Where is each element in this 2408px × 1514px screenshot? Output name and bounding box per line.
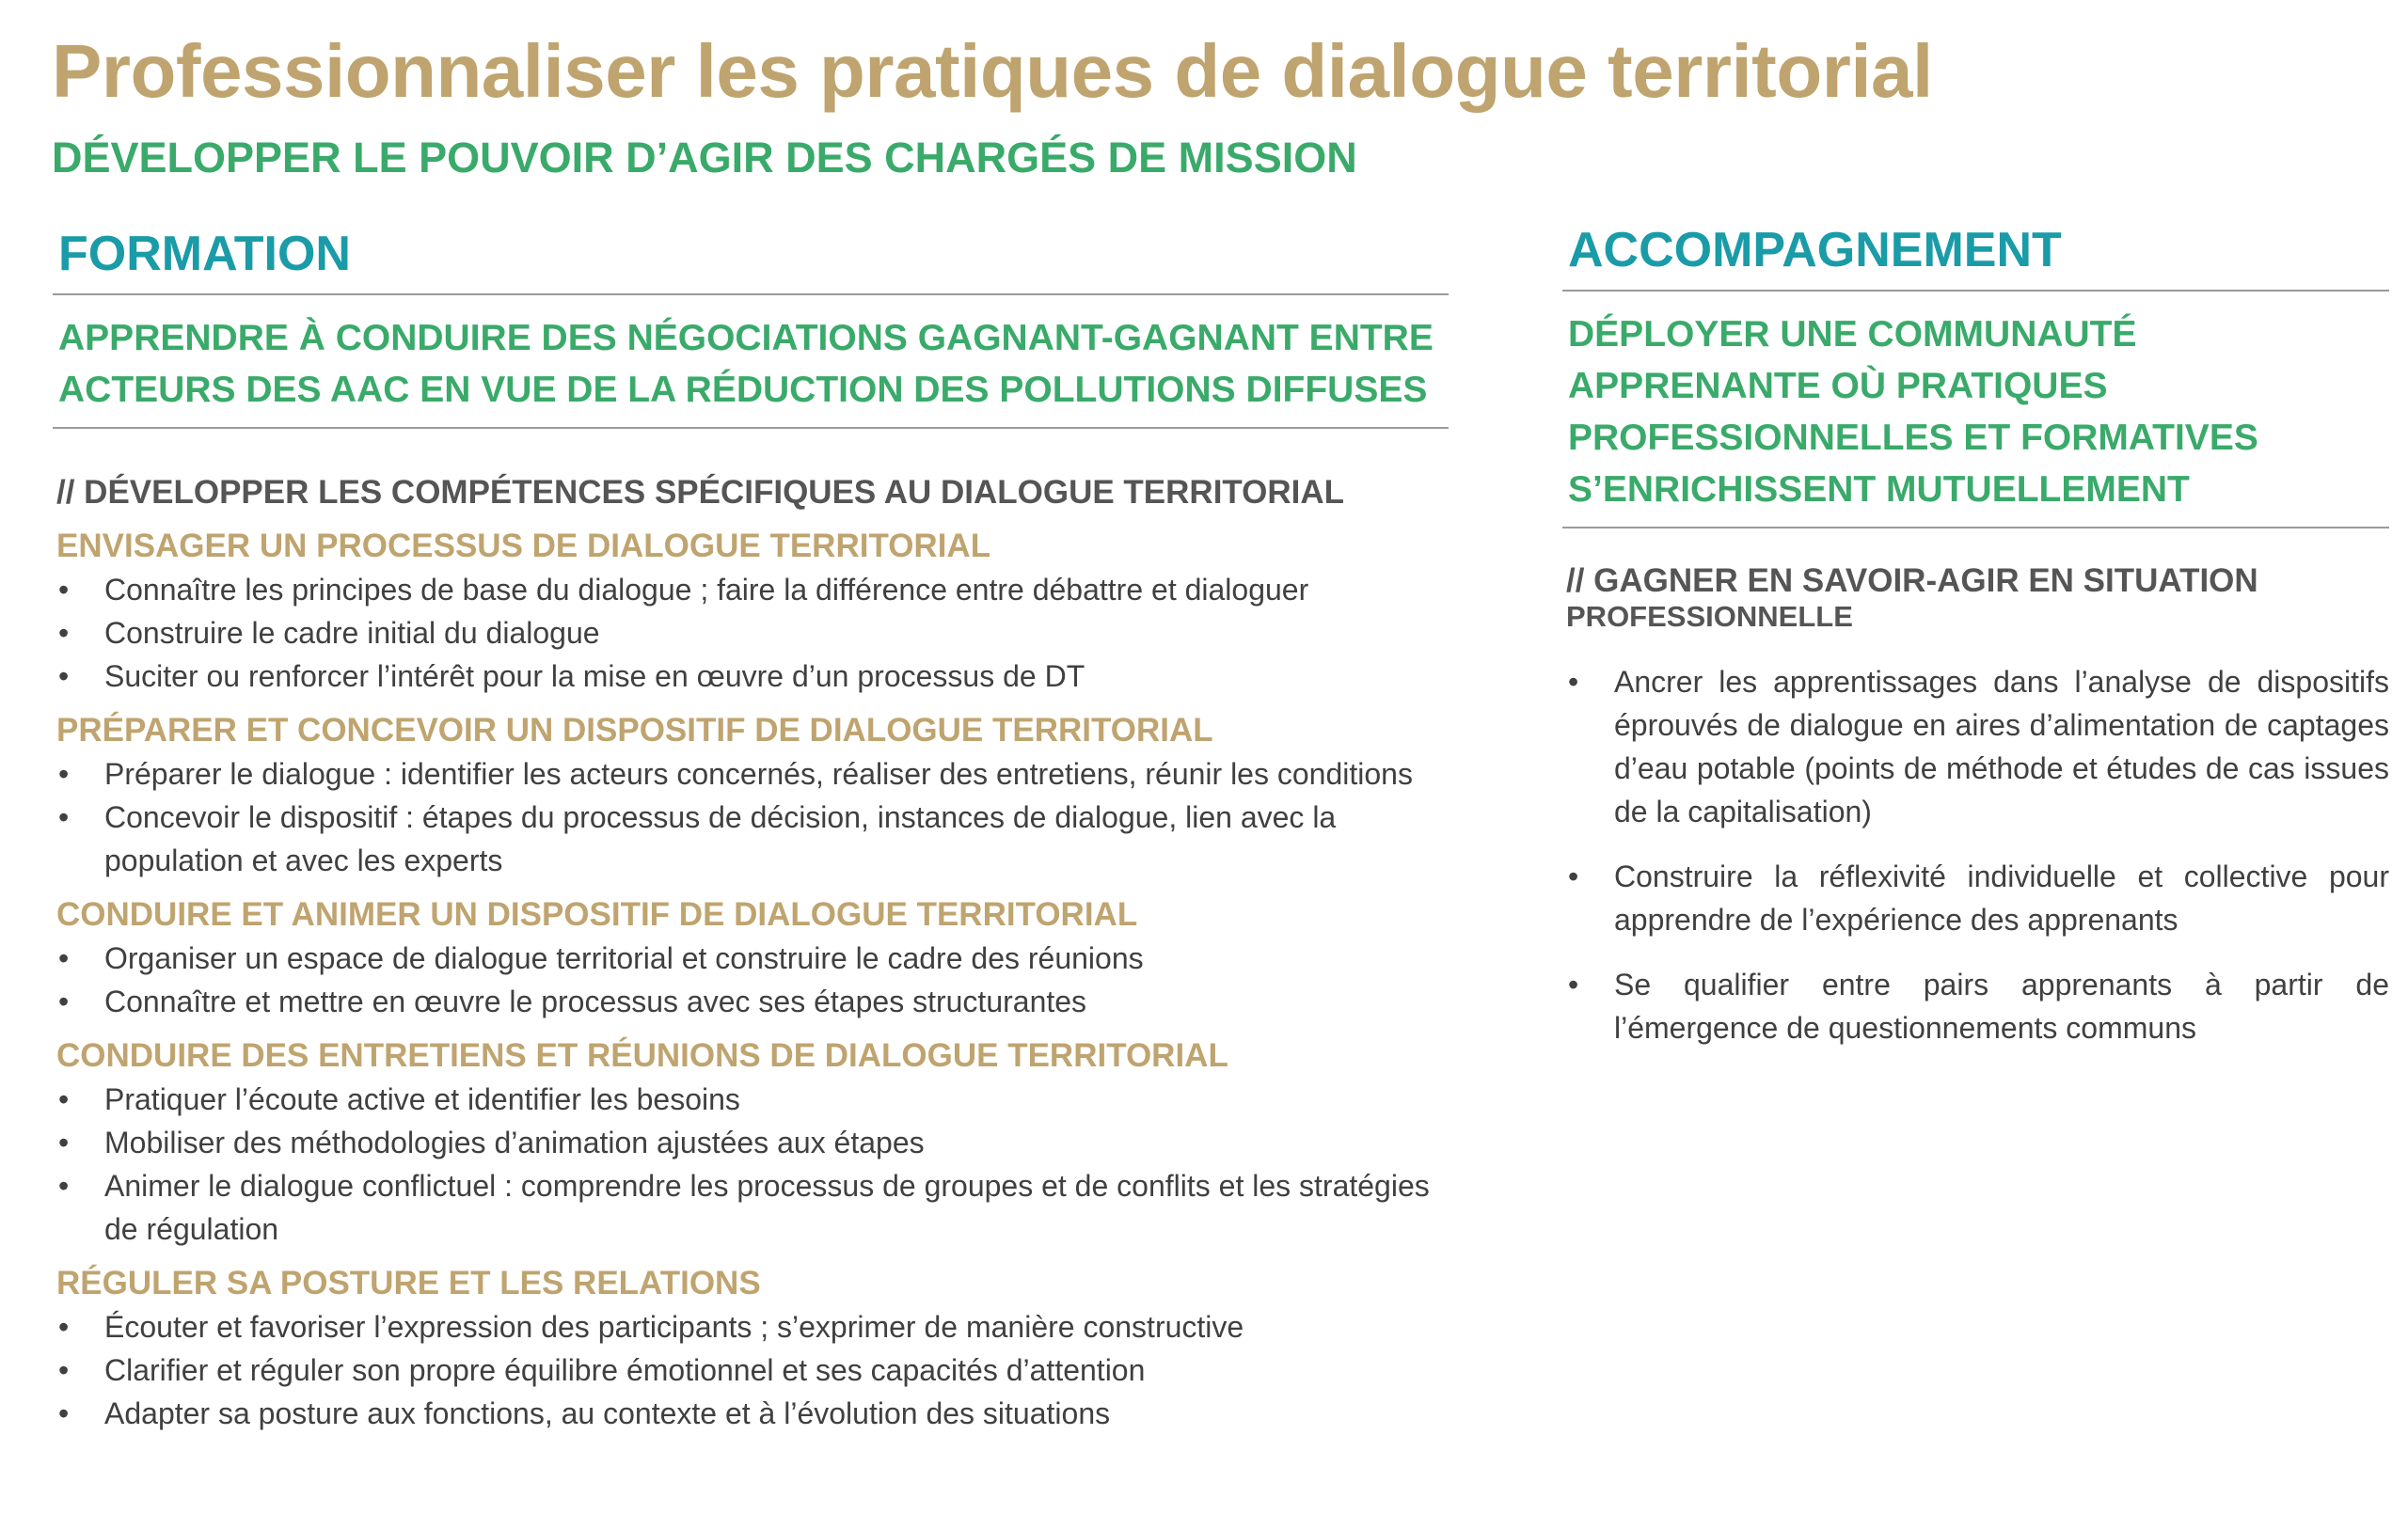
accompagnement-subheading: DÉPLOYER UNE COMMUNAUTÉ APPRENANTE OÙ PRATIQUES PROFESSIONNELLES ET FORMATIVES S’ENRICHISSENT MUTUELLEMENT (1568, 314, 2258, 510)
bullet-list (56, 568, 1449, 698)
bullet-icon: • (58, 800, 70, 834)
accompagnement-intro: // GAGNER EN SAVOIR-AGIR EN SITUATION (1566, 562, 2258, 599)
bullet-icon: • (58, 1169, 70, 1203)
bullet-list (56, 937, 1449, 1023)
bullet-icon: • (58, 573, 70, 607)
bullet-icon: • (58, 985, 70, 1018)
section-heading: CONDUIRE ET ANIMER UN DISPOSITIF DE DIALOGUE TERRITORIAL (56, 896, 1138, 933)
section-heading: ENVISAGER UN PROCESSUS DE DIALOGUE TERRITORIAL (56, 528, 991, 564)
formation-intro: // DÉVELOPPER LES COMPÉTENCES SPÉCIFIQUES AU DIALOGUE TERRITORIAL (56, 474, 1345, 511)
list-item: • Connaître les principes de base du dialogue ; faire la différence entre débattre et dialoguer (56, 568, 1449, 611)
formation-subheading: APPRENDRE À CONDUIRE DES NÉGOCIATIONS GAGNANT-GAGNANT ENTRE ACTEURS DES AAC EN VUE DE LA RÉDUCTION DES POLLUTIONS DIFFUSES (58, 318, 1434, 410)
formation-divider-bottom (53, 427, 1449, 429)
bullet-list (56, 1078, 1449, 1251)
list-item: • Construire le cadre initial du dialogue (56, 611, 1449, 654)
bullet-icon: • (58, 1082, 70, 1116)
accompagnement-column (1566, 222, 2389, 1071)
list-item: • Pratiquer l’écoute active et identifier les besoins (56, 1078, 1449, 1121)
formation-section (56, 709, 1449, 882)
list-item: • Adapter sa posture aux fonctions, au contexte et à l’évolution des situations (56, 1392, 1449, 1435)
formation-section (56, 1262, 1449, 1435)
bullet-icon: • (1568, 968, 1579, 1001)
list-item: • Écouter et favoriser l’expression des participants ; s’exprimer de manière constructive (56, 1305, 1449, 1348)
section-heading: CONDUIRE DES ENTRETIENS ET RÉUNIONS DE DIALOGUE TERRITORIAL (56, 1037, 1228, 1074)
accompagnement-heading: ACCOMPAGNEMENT (1568, 223, 2062, 277)
list-item: • Suciter ou renforcer l’intérêt pour la mise en œuvre d’un processus de DT (56, 654, 1449, 698)
formation-column (56, 226, 1449, 1435)
bullet-icon: • (58, 1310, 70, 1344)
bullet-icon: • (1568, 860, 1579, 893)
bullet-icon: • (1568, 665, 1579, 699)
list-item: • Connaître et mettre en œuvre le processus avec ses étapes structurantes (56, 980, 1449, 1023)
list-item: • Ancrer les apprentissages dans l’analyse de dispositifs éprouvés de dialogue en aires d’alimentation de captages d’eau potable (points de méthode et études de cas issues de la capitalisation) (1566, 660, 2389, 833)
list-item: • Préparer le dialogue : identifier les acteurs concernés, réaliser des entretiens, réunir les conditions (56, 752, 1449, 796)
list-item: • Organiser un espace de dialogue territorial et construire le cadre des réunions (56, 937, 1449, 980)
page-subtitle: DÉVELOPPER LE POUVOIR D’AGIR DES CHARGÉS DE MISSION (52, 134, 1357, 181)
section-heading: PRÉPARER ET CONCEVOIR UN DISPOSITIF DE DIALOGUE TERRITORIAL (56, 712, 1213, 749)
section-heading: RÉGULER SA POSTURE ET LES RELATIONS (56, 1265, 761, 1301)
bullet-icon: • (58, 1396, 70, 1430)
list-item: • Se qualifier entre pairs apprenants à partir de l’émergence de questionnements communs (1566, 963, 2389, 1049)
formation-section (56, 1034, 1449, 1251)
bullet-icon: • (58, 1353, 70, 1387)
bullet-list (56, 752, 1449, 882)
formation-heading: FORMATION (58, 227, 351, 281)
bullet-icon: • (58, 941, 70, 975)
list-item: • Animer le dialogue conflictuel : comprendre les processus de groupes et de conflits et les stratégies de régulation (56, 1164, 1449, 1251)
accompagnement-divider-bottom (1562, 527, 2389, 528)
bullet-icon: • (58, 1126, 70, 1159)
list-item: • Mobiliser des méthodologies d’animation ajustées aux étapes (56, 1121, 1449, 1164)
formation-section (56, 893, 1449, 1023)
list-item: • Concevoir le dispositif : étapes du processus de décision, instances de dialogue, lien avec la population et avec les experts (56, 796, 1449, 882)
bullet-list (56, 1305, 1449, 1435)
bullet-icon: • (58, 659, 70, 693)
list-item: • Construire la réflexivité individuelle et collective pour apprendre de l’expérience des apprenants (1566, 855, 2389, 941)
accompagnement-intro-continued: PROFESSIONNELLE (1566, 600, 1853, 633)
list-item: • Clarifier et réguler son propre équilibre émotionnel et ses capacités d’attention (56, 1348, 1449, 1392)
bullet-list (1566, 660, 2389, 1049)
page-title: Professionnaliser les pratiques de dialogue territorial (52, 29, 1933, 113)
bullet-icon: • (58, 616, 70, 650)
formation-section (56, 525, 1449, 698)
bullet-icon: • (58, 757, 70, 791)
